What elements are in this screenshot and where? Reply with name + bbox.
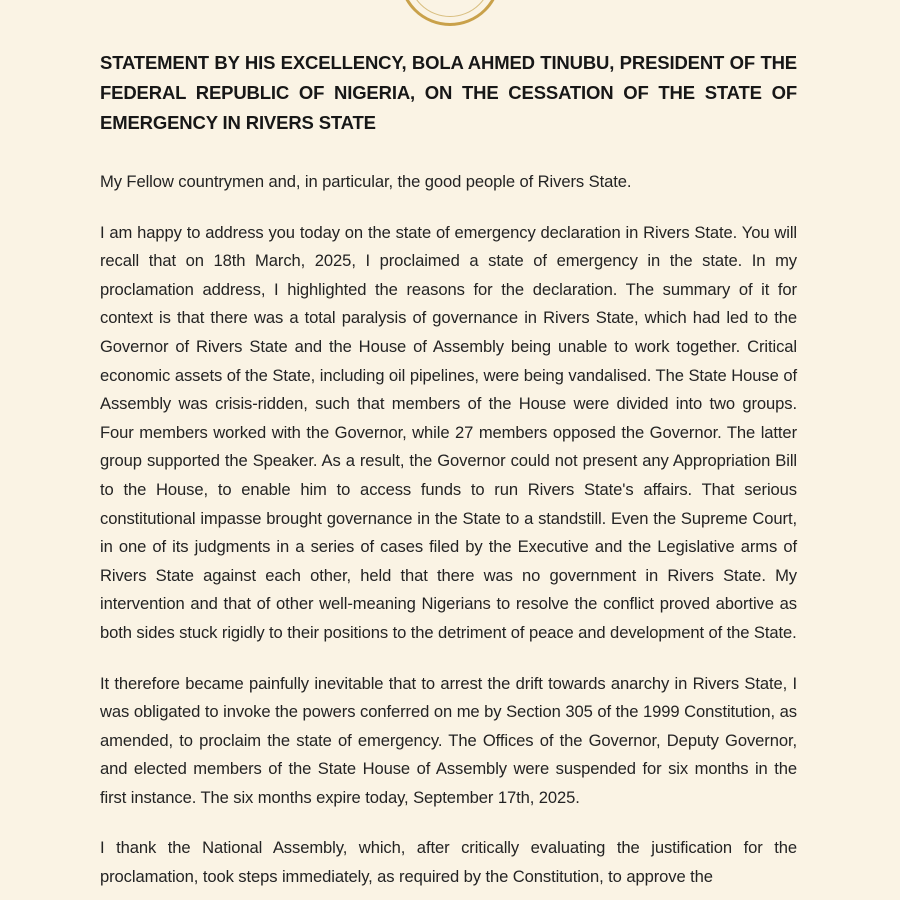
document-body bbox=[100, 48, 797, 892]
page-title: STATEMENT BY HIS EXCELLENCY, BOLA AHMED TINUBU, PRESIDENT OF THE FEDERAL REPUBLIC OF NIGERIA, ON THE CESSATION OF THE STATE OF EMERGENCY IN RIVERS STATE bbox=[100, 52, 797, 133]
paragraph-proclamation: It therefore became painfully inevitable that to arrest the drift towards anarchy in Rivers State, I was obligated to invoke the powers conferred on me by Section 305 of the 1999 Constitution, as amended, to proclaim the state of emergency. The Offices of the Governor, Deputy Governor, and elected members of the State House of Assembly were suspended for six months in the first instance. The six months expire today, September 17th, 2025. bbox=[100, 673, 797, 807]
seal-inner-ring bbox=[408, 0, 492, 17]
paragraph-salutation: My Fellow countrymen and, in particular, the good people of Rivers State. bbox=[100, 172, 632, 191]
presidential-seal-icon bbox=[399, 0, 501, 26]
paragraph-background: I am happy to address you today on the state of emergency declaration in Rivers State. You will recall that on 18th March, 2025, I proclaimed a state of emergency in the state. In my proclamation address, I highlighted the reasons for the declaration. The summary of it for context is that there was a total paralysis of governance in Rivers State, which had led to the Governor of Rivers State and the House of Assembly being unable to work together. Critical economic assets of the State, including oil pipelines, were being vandalised. The State House of Assembly was crisis-ridden, such that members of the House were divided into two groups. Four members worked with the Governor, while 27 members opposed the Governor. The latter group supported the Speaker. As a result, the Governor could not present any Appropriation Bill to the House, to enable him to access funds to run Rivers State's affairs. That serious constitutional impasse brought governance in the State to a standstill. Even the Supreme Court, in one of its judgments in a series of cases filed by the Executive and the Legislative arms of Rivers State against each other, held that there was no government in Rivers State. My intervention and that of other well-meaning Nigerians to resolve the conflict proved abortive as both sides stuck rigidly to their positions to the detriment of peace and development of the State. bbox=[100, 222, 797, 642]
paragraph-national-assembly: I thank the National Assembly, which, after critically evaluating the justification for the proclamation, took steps immediately, as required by the Constitution, to approve the bbox=[100, 838, 797, 887]
